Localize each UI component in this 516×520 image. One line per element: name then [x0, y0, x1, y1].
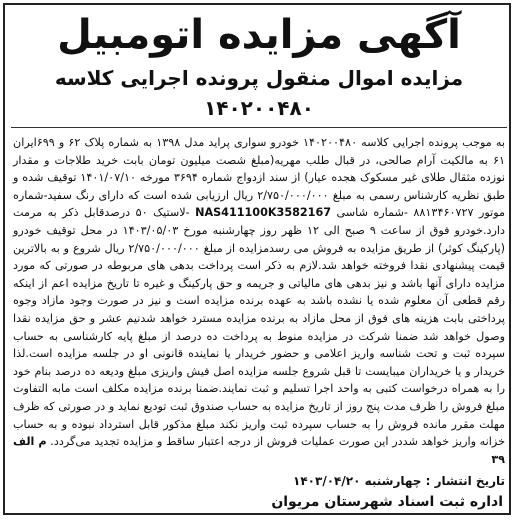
issuing-office: اداره ثبت اسناد شهرستان مریوان: [271, 494, 503, 511]
notice-content: [11, 11, 507, 511]
notice-title: آگهی مزایده اتومبیل: [57, 12, 461, 58]
body-part-2: -لاستیک ۵۰ درصدقابل ذکر به مرمت دارد.خودرو فوق از ساعت ۹ صبح الی ۱۲ ظهر روز چهارشنبه مورخ ۱۴۰۳/۰۵/۰۳ در محل توقیف خودرو (پارکینگ کوثر) از طریق مزایده به فروش می رسدمزایده از مبلغ ۲/۷۵۰/۰۰۰/۰۰۰ ریال شروع و به بالاترین قیمت پیشنهادی نقدا فروخته خواهد شد.لازم به ذکر است پرداخت بدهی های مربوطه در صورتی که مورد مزایده دارای آنها باشد و نیز بدهی های مالیاتی و جریمه و حق پارکینگ و غیره تا تاریخ مزایده اعم از اینکه رقم قطعی آن معلوم شده یا نشده باشد به عهده برنده مزایده است و نیز در صورت وجود مازاد وجوه پرداختی بابت هزینه های فوق از محل مازاد به برنده مزایده مسترد خواهد شدنیم عشر و حق مزایده نقدا وصول خواهد شد ضمنا شرکت در مزایده منوط به پرداخت ده درصد از مبلغ پایه کارشناسی به حساب سپرده ثبت و تحت شناسه واریز اعلامی و حضور خریدار یا نماینده قانونی او در جلسه مزایده است.لذا خریدار و یا خریداران میبایست تا قبل شروع جلسه مزایده اصل فیش واریزی مبلغ ودیعه ده درصد بنام خود را به همراه درخواست کتبی به واحد اجرا تسلیم و ثبت نمایند.ضمنا برنده مزایده مکلف است مابه التفاوت مبلغ فروش را ظرف مدت پنج روز از تاریخ مزایده به حساب صندوق ثبت تودیع نماید و در صورتی که ظرف مهلت مقرر مانده فروش را به حساب سپرده ثبت واریز نکند مبلغ مذکور قابل استرداد نبوده و به حساب خزانه واریز خواهد شددر این صورت عملیات فروش از درجه اعتبار ساقط و مزایده تجدید می‌گردد.: [13, 206, 505, 449]
publish-date-value: چهارشنبه ۱۴۰۳/۰۴/۲۰: [293, 474, 422, 489]
reference-number: م الف ۳۹: [13, 435, 505, 466]
notice-frame: [3, 3, 511, 515]
body-part-1: به موجب پرونده اجرایی کلاسه ۱۴۰۲۰۰۴۸۰ خودرو سواری پراید مدل ۱۳۹۸ به شماره پلاک ۶۲ و ۶۹۹ایران ۶۱ به مالکیت آرام صالحی، در قبال طلب مهریه(مبلغ شصت میلیون تومان بابت خرید طلاجات و مقدار نوزده مثقال طلای غیر مسکوک هجده عیار) از سند ازدواج شماره ۳۶۹۴ مورخه ۱۴۰۱/۰۷/۱۰ توقیف شده و طبق نظریه کارشناس رسمی به مبلغ ۲/۷۵۰/۰۰۰/۰۰۰ ریال ارزیابی شده است که دارای رنگ سفید-شماره موتور ۸۸۱۳۴۶۰۷۲۷ -شماره شاسی: [13, 136, 506, 220]
notice-body: [13, 134, 505, 468]
chassis-number: NAS411100K3582167: [195, 206, 332, 220]
publish-date-line: [13, 474, 505, 488]
notice-subtitle: مزایده اموال منقول پرونده اجرایی کلاسه ۱۴۰۲۰۰۴۸۰: [11, 63, 507, 128]
publish-date-label: تاریخ انتشار :: [425, 474, 505, 489]
